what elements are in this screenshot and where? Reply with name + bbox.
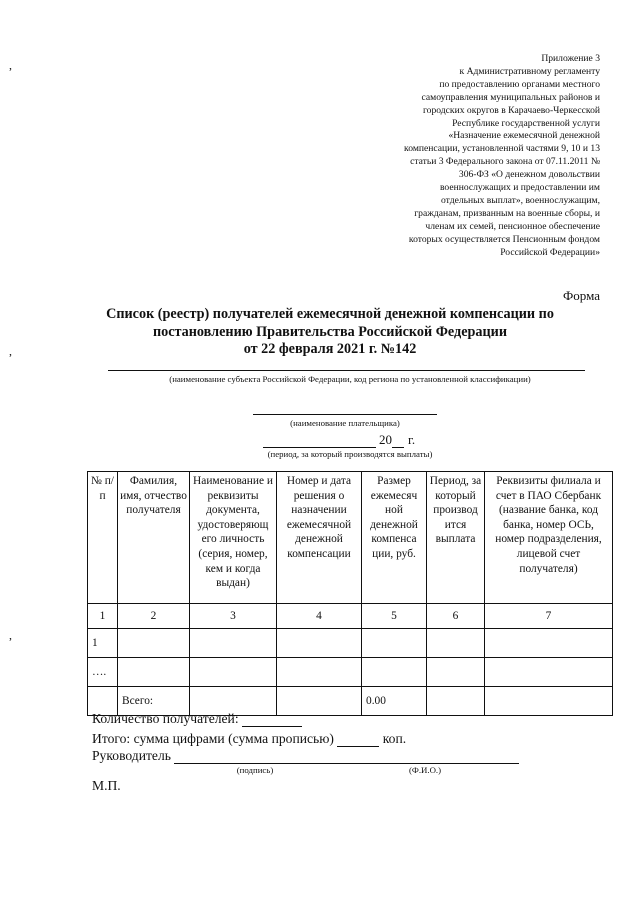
appendix-line: военнослужащих и предоставлении им	[439, 182, 600, 194]
appendix-line: к Административному регламенту	[459, 65, 600, 77]
appendix-line: гражданам, призванным на военные сборы, и	[414, 207, 600, 219]
table-cell	[190, 658, 277, 687]
payer-caption: (наименование плательщика)	[290, 418, 400, 428]
table-cell	[190, 629, 277, 658]
column-number: 4	[277, 604, 362, 629]
subject-blank-line	[108, 370, 585, 371]
period-caption: (период, за который производятся выплаты)	[267, 449, 433, 459]
period-blank	[263, 435, 376, 448]
appendix-line: 306-ФЗ «О денежном довольствии	[458, 169, 600, 181]
head-signature-blank	[174, 750, 519, 764]
period-year-prefix: 20	[379, 432, 392, 447]
subject-caption: (наименование субъекта Российской Федерации, код региона по установленной классификации)	[169, 374, 531, 384]
header-cell: Период, за который производ ится выплата	[427, 472, 485, 604]
total-sum-line	[92, 731, 406, 747]
appendix-line: городских округов в Карачаево-Черкесской	[422, 104, 600, 116]
period-line	[263, 432, 415, 448]
header-cell: Размер ежемесяч ной денежной компенса ции, руб.	[362, 472, 427, 604]
table-cell	[118, 658, 190, 687]
table-cell	[485, 687, 613, 716]
kop-label: коп.	[382, 731, 407, 746]
head-label: Руководитель	[92, 748, 171, 763]
table-cell	[427, 687, 485, 716]
table-row	[88, 658, 613, 687]
appendix-line: «Назначение ежемесячной денежной	[448, 130, 600, 142]
document-title	[60, 306, 600, 359]
appendix-line: членам их семей, пенсионное обеспечение	[425, 220, 600, 232]
header-cell: № п/п	[88, 472, 118, 604]
form-label: Форма	[563, 288, 600, 303]
payer-blank-line	[253, 414, 437, 415]
row-number: ….	[88, 658, 118, 687]
title-line: постановлению Правительства Российской Федерации	[152, 323, 508, 340]
total-sum-label: Итого: сумма цифрами (сумма прописью)	[92, 731, 334, 746]
table-cell	[277, 658, 362, 687]
period-year-blank	[392, 435, 404, 448]
header-cell: Реквизиты филиала и счет в ПАО Сбербанк (название банка, код банка, номер ОСЬ, номер подразделения, лицевой счет получателя)	[485, 472, 613, 604]
column-number: 2	[118, 604, 190, 629]
appendix-line: статьи 3 Федерального закона от 07.11.2011 №	[410, 156, 600, 168]
column-number: 5	[362, 604, 427, 629]
appendix-line: компенсации, установленной частями 9, 10 и 13	[404, 143, 600, 155]
column-number: 3	[190, 604, 277, 629]
total-sum-blank	[337, 733, 379, 747]
appendix-line: самоуправления муниципальных районов и	[421, 91, 600, 103]
appendix-line: Республике государственной услуги	[452, 117, 600, 129]
recipients-label: Количество получателей:	[92, 711, 239, 726]
header-cell: Номер и дата решения о назначении ежемесячной денежной компенсации	[277, 472, 362, 604]
signature-caption: (подпись)	[236, 765, 274, 775]
appendix-line: Приложение 3	[541, 53, 600, 64]
table-cell	[427, 629, 485, 658]
table-cell	[362, 658, 427, 687]
column-number: 6	[427, 604, 485, 629]
table-cell	[118, 629, 190, 658]
margin-mark: ,	[9, 628, 12, 642]
table-cell	[362, 629, 427, 658]
head-line	[92, 748, 519, 764]
stamp-place-label: М.П.	[92, 778, 121, 793]
title-line: Список (реестр) получателей ежемесячной денежной компенсации по	[106, 306, 554, 322]
table-cell	[485, 629, 613, 658]
column-number: 1	[88, 604, 118, 629]
table-cell	[427, 658, 485, 687]
recipients-count-line	[92, 711, 302, 727]
title-line: от 22 февраля 2021 г. №142	[243, 341, 417, 357]
appendix-block	[370, 53, 600, 260]
margin-mark: ,	[9, 58, 12, 72]
period-suffix: г.	[408, 432, 416, 447]
appendix-line: отдельных выплат», военнослужащим,	[440, 194, 600, 206]
column-number: 7	[485, 604, 613, 629]
table-row	[88, 629, 613, 658]
recipients-blank	[242, 713, 302, 727]
column-number-row	[88, 604, 613, 629]
row-number: 1	[88, 629, 118, 658]
table-header-row	[88, 472, 613, 604]
total-value: 0.00	[362, 687, 427, 716]
appendix-line: по предоставлению органами местного	[439, 78, 600, 90]
fio-caption: (Ф.И.О.)	[408, 765, 442, 775]
table-cell	[485, 658, 613, 687]
table-cell	[277, 629, 362, 658]
appendix-line: Российской Федерации»	[500, 246, 600, 258]
header-cell: Наименование и реквизиты документа, удостоверяющ его личность (серия, номер, кем и когда выдан)	[190, 472, 277, 604]
register-table	[87, 471, 613, 716]
appendix-line: которых осуществляется Пенсионным фондом	[408, 233, 600, 245]
total-label: Всего:	[118, 687, 190, 716]
margin-mark: ,	[9, 344, 12, 358]
header-cell: Фамилия, имя, отчество получателя	[118, 472, 190, 604]
